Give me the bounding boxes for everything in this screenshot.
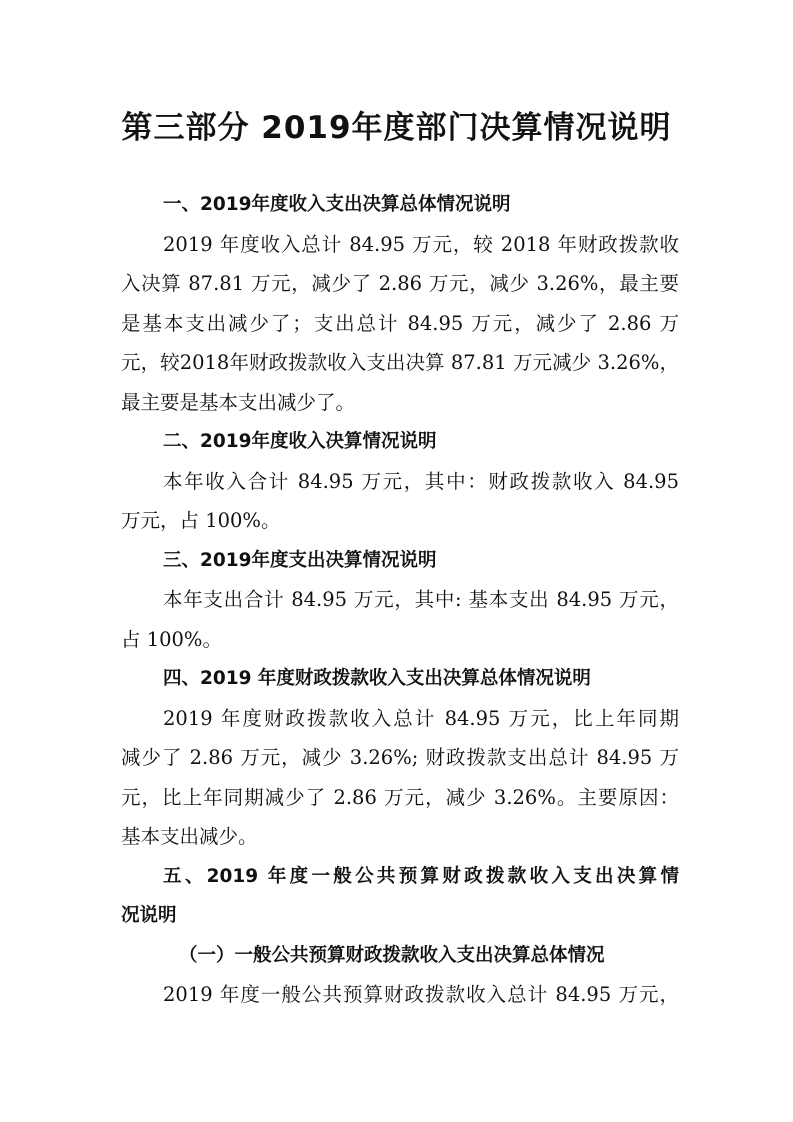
section-heading: 二、2019年度收入决算情况说明 [163, 431, 437, 452]
paragraph-line: 本年收入合计 84.95 万元，其中：财政拨款收入 84.95 [163, 469, 679, 493]
paragraph-line: 元，较2018年财政拨款收入支出决算 87.81 万元减少 3.26%， [121, 351, 679, 374]
paragraph-line: 万元，占 100%。 [121, 509, 281, 532]
paragraph-line: 减少了 2.86 万元，减少 3.26%; 财政拨款支出总计 84.95 万 [121, 746, 679, 769]
paragraph-line: 入决算 87.81 万元，减少了 2.86 万元，减少 3.26%，最主要 [121, 272, 679, 295]
section-heading: 三、2019年度支出决算情况说明 [163, 549, 437, 571]
paragraph-line: 2019 年度收入总计 84.95 万元，较 2018 年财政拨款收 [163, 232, 679, 256]
paragraph-line: 是基本支出减少了；支出总计 84.95 万元，减少了 2.86 万 [121, 311, 679, 335]
paragraph-line: 基本支出减少。 [121, 825, 258, 848]
paragraph-line: 元，比上年同期减少了 2.86 万元，减少 3.26%。主要原因： [121, 785, 679, 809]
section-heading: （一）一般公共预算财政拨款收入支出决算总体情况 [179, 944, 605, 966]
paragraph-line: 本年支出合计 84.95 万元，其中: 基本支出 84.95 万元， [163, 588, 679, 611]
section-heading: 四、2019 年度财政拨款收入支出决算总体情况说明 [163, 668, 591, 689]
section-heading: 五、2019 年度一般公共预算财政拨款收入支出决算情 [163, 865, 679, 887]
paragraph-line: 2019 年度财政拨款收入总计 84.95 万元，比上年同期 [163, 706, 679, 730]
paragraph-line: 2019 年度一般公共预算财政拨款收入总计 84.95 万元， [163, 983, 679, 1006]
page-title: 第三部分 2019年度部门决算情况说明 [121, 110, 672, 146]
paragraph-line: 占 100%。 [121, 627, 222, 651]
section-heading: 一、2019年度收入支出决算总体情况说明 [163, 194, 511, 215]
document-body [121, 185, 679, 1015]
paragraph-line: 最主要是基本支出减少了。 [121, 390, 356, 414]
section-heading: 况说明 [121, 905, 177, 926]
